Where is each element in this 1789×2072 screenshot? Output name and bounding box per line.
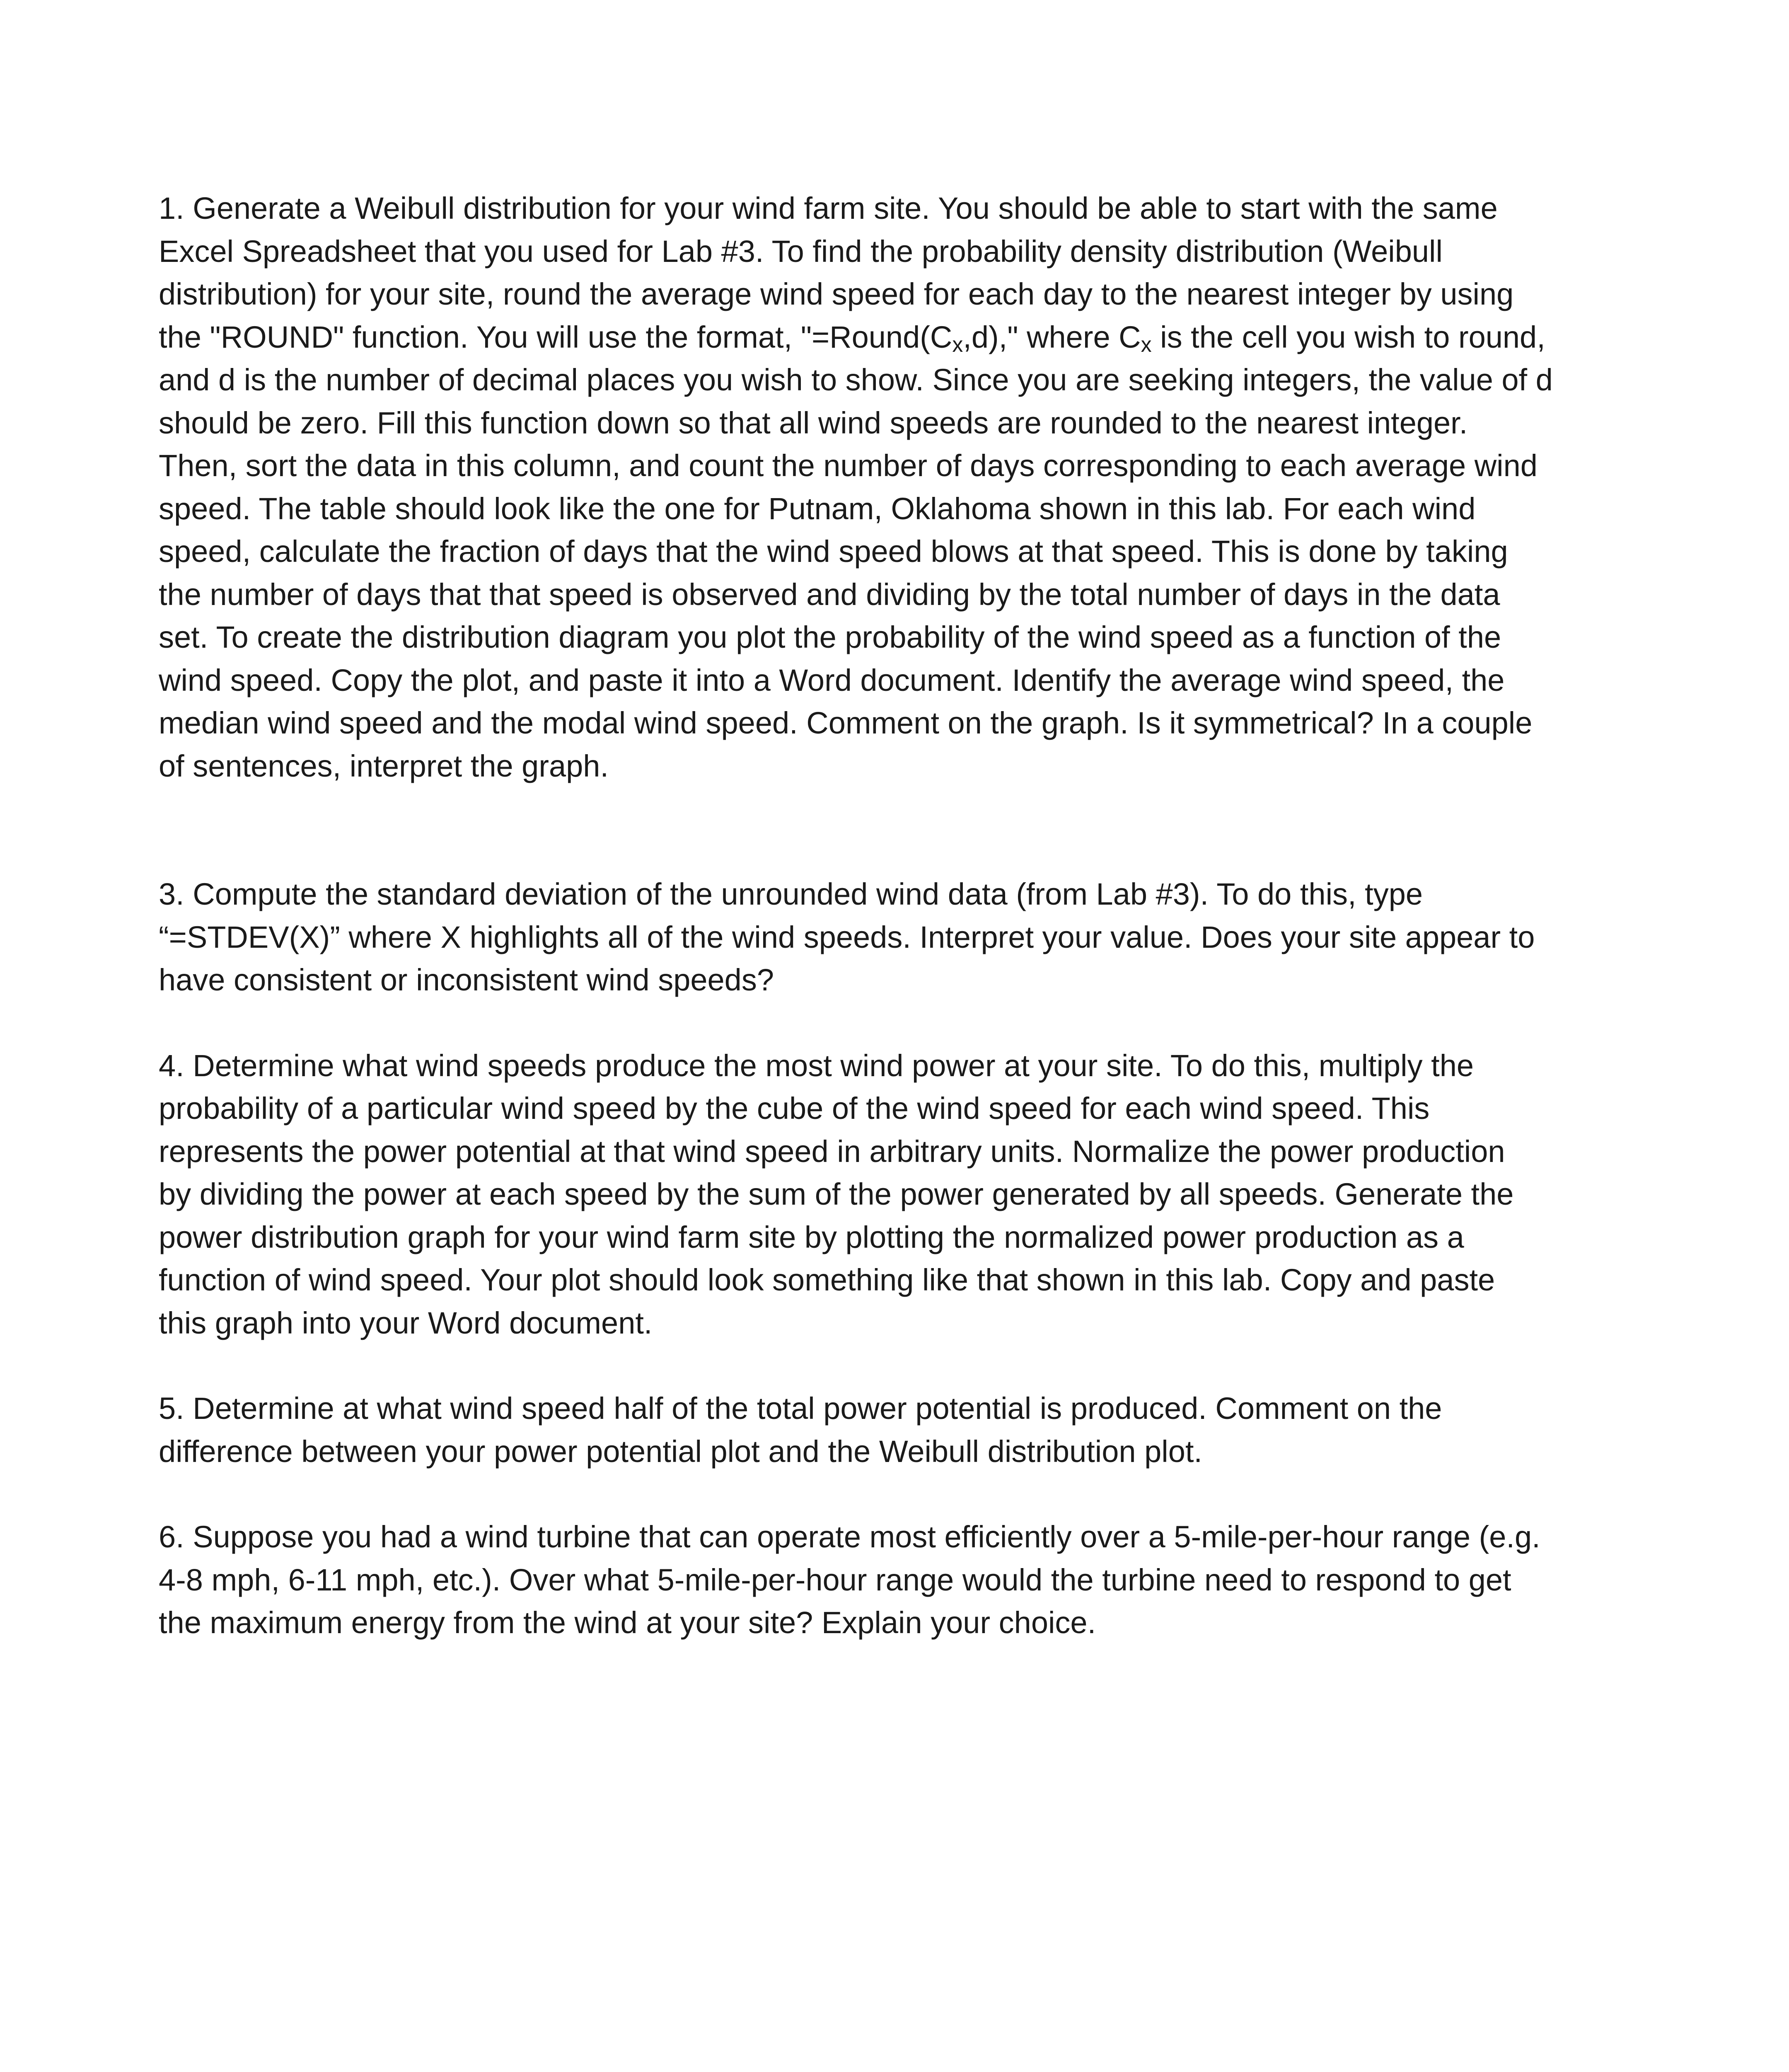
question-4-paragraph: 4. Determine what wind speeds produce the most wind power at your site. To do this, multiply the probability of a particular wind speed by the cube of the wind speed for each wind speed. This represents the power potential at that wind speed in arbitrary units. Normalize the power production by dividing the power at each speed by the sum of the power generated by all speeds. Generate the power distribution graph for your wind farm site by plotting the normalized power production as a function of wind speed. Your plot should look something like that shown in this lab. Copy and paste this graph into your Word document. [159,1048,1514,1340]
question-3-paragraph: 3. Compute the standard deviation of the unrounded wind data (from Lab #3). To do this, type “=STDEV(X)” where X highlights all of the wind speeds. Interpret your value. Does your site appear to have consistent or inconsistent wind speeds? [159,877,1535,997]
subscript-x: x [1141,332,1152,357]
subscript-x: x [952,332,963,357]
question-1-text-middle: ,d)," where C [963,320,1141,354]
page-body [159,187,1634,1644]
question-1-text-start: 1. Generate a Weibull distribution for your wind farm site. You should be able to start with the same Excel Spreadsheet that you used for Lab #3. To find the probability density distribution (Weibull distribution) for your site, round the average wind speed for each day to the nearest integer by using the "ROUND" function. You will use the format, "=Round(C [159,191,1514,354]
question-1-text-end: is the cell you wish to round, and d is the number of decimal places you wish to show. Since you are seeking integers, the value of d should be zero. Fill this function down so that all wind speeds are rounded to the nearest integer. Then, sort the data in this column, and count the number of days corresponding to each average wind speed. The table should look like the one for Putnam, Oklahoma shown in this lab. For each wind speed, calculate the fraction of days that the wind speed blows at that speed. This is done by taking the number of days that that speed is observed and dividing by the total number of days in the data set. To create the distribution diagram you plot the probability of the wind speed as a function of the wind speed. Copy the plot, and paste it into a Word document. Identify the average wind speed, the median wind speed and the modal wind speed. Comment on the graph. Is it symmetrical? In a couple of sentences, interpret the graph. [159,320,1553,783]
question-6-paragraph: 6. Suppose you had a wind turbine that can operate most efficiently over a 5-mile-per-hour range (e.g. 4-8 mph, 6-11 mph, etc.). Over what 5-mile-per-hour range would the turbine need to respond to get the maximum energy from the wind at your site? Explain your choice. [159,1520,1540,1640]
question-5-paragraph: 5. Determine at what wind speed half of the total power potential is produced. Comment on the difference between your power potential plot and the Weibull distribution plot. [159,1391,1442,1469]
question-1-paragraph [159,187,1634,787]
